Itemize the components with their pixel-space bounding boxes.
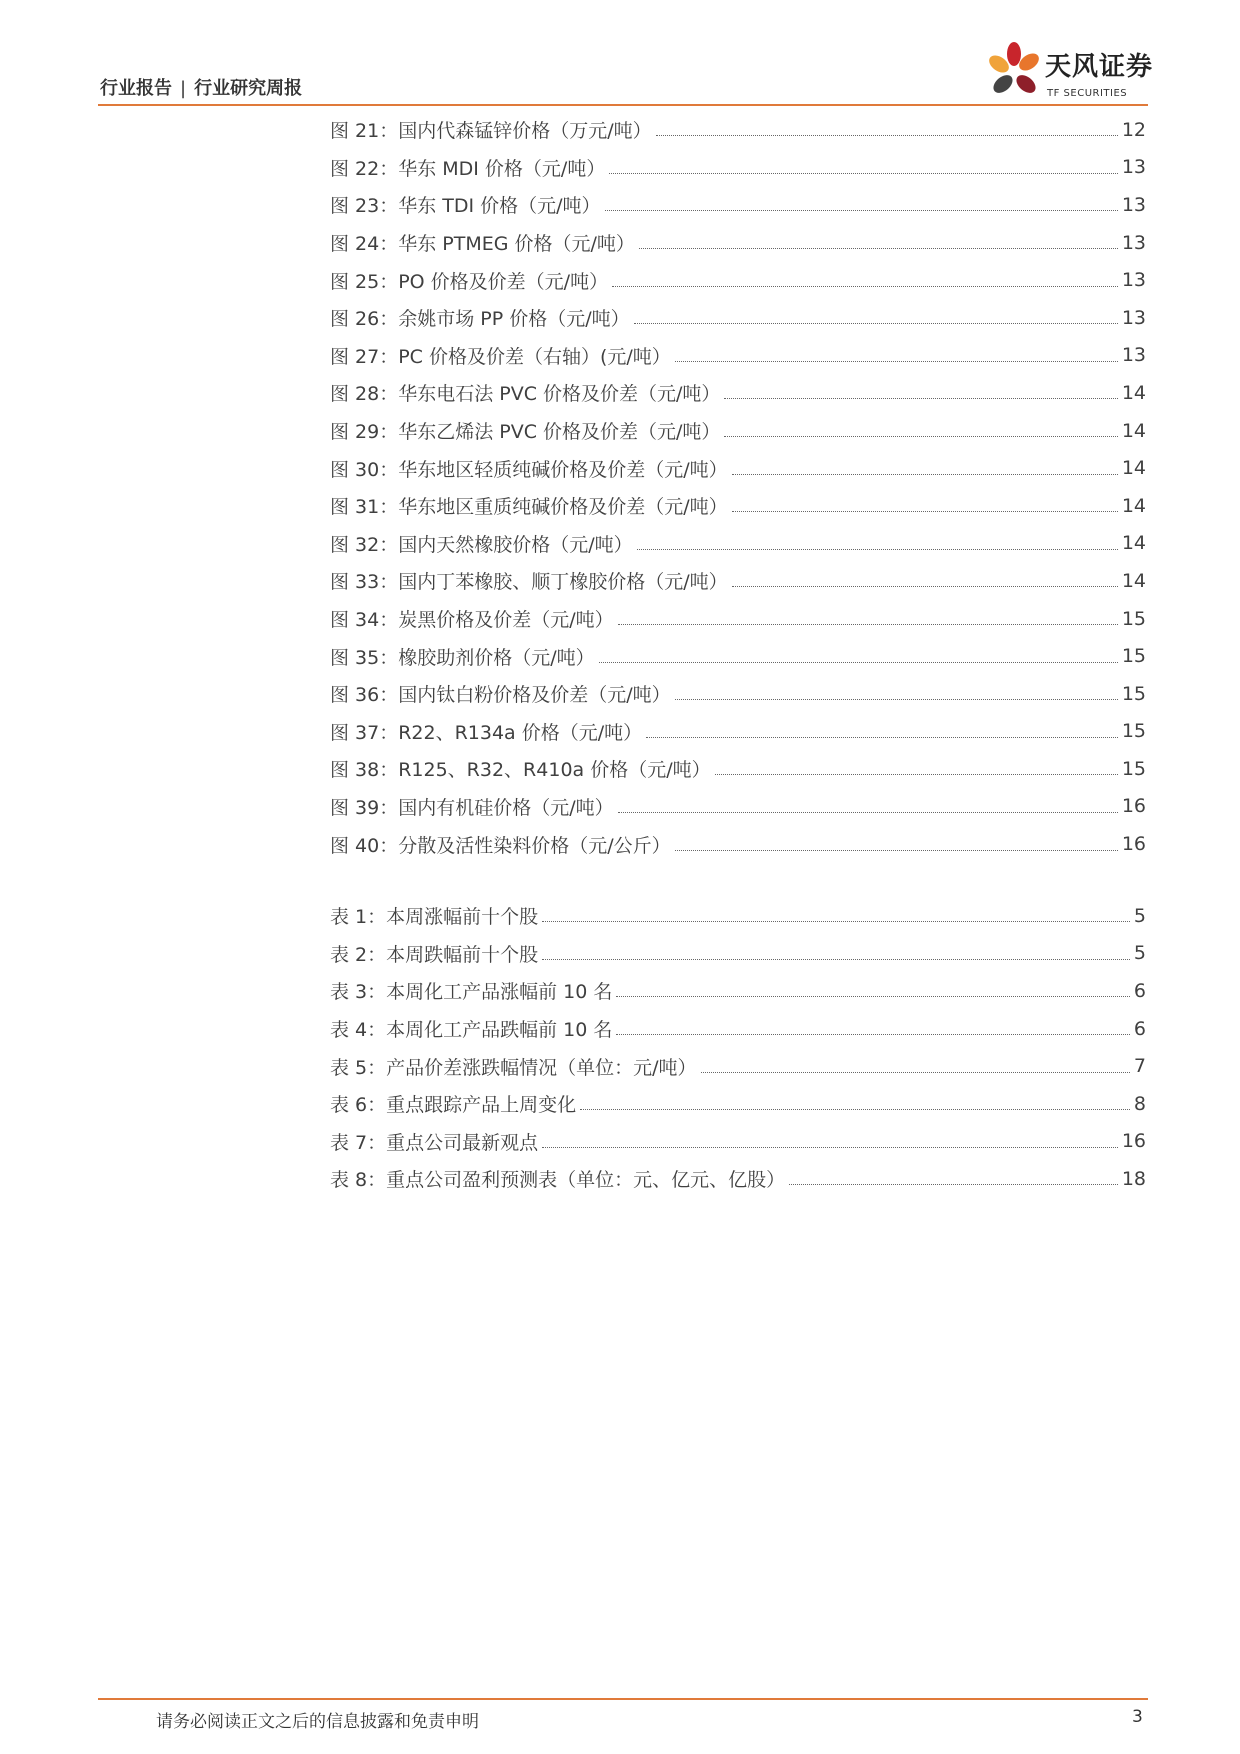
dot-leader bbox=[599, 662, 1118, 663]
footer-disclaimer: 请务必阅读正文之后的信息披露和免责申明 bbox=[156, 1712, 479, 1732]
toc-entry-label: 表 3：本周化工产品涨幅前 10 名 bbox=[330, 981, 613, 1004]
dot-leader bbox=[542, 959, 1130, 960]
dot-leader bbox=[616, 996, 1130, 997]
toc-entry-page: 7 bbox=[1133, 1055, 1146, 1078]
toc-entry-label: 图 33：国内丁苯橡胶、顺丁橡胶价格（元/吨） bbox=[330, 571, 728, 594]
table-toc-entry[interactable] bbox=[330, 897, 1146, 935]
toc-entry-page: 5 bbox=[1133, 904, 1146, 927]
dot-leader bbox=[724, 436, 1117, 437]
dot-leader bbox=[715, 774, 1118, 775]
toc-entry-page: 15 bbox=[1121, 607, 1146, 630]
toc-entry-page: 12 bbox=[1121, 118, 1146, 141]
dot-leader bbox=[609, 173, 1117, 174]
toc-entry-label: 表 6：重点跟踪产品上周变化 bbox=[330, 1094, 577, 1117]
figure-toc-entry[interactable] bbox=[330, 750, 1146, 788]
dot-leader bbox=[789, 1184, 1118, 1185]
figure-toc-entry[interactable] bbox=[330, 224, 1146, 262]
toc-entry-label: 图 27：PC 价格及价差（右轴）(元/吨） bbox=[330, 345, 671, 368]
dot-leader bbox=[637, 549, 1118, 550]
figure-toc-entry[interactable] bbox=[330, 374, 1146, 412]
dot-leader bbox=[675, 699, 1118, 700]
toc-entry-page: 16 bbox=[1121, 833, 1146, 856]
table-toc-entry[interactable] bbox=[330, 1085, 1146, 1123]
figure-toc-entry[interactable] bbox=[330, 337, 1146, 375]
dot-leader bbox=[701, 1072, 1130, 1073]
dot-leader bbox=[634, 323, 1118, 324]
toc-entry-label: 图 36：国内钛白粉价格及价差（元/吨） bbox=[330, 684, 671, 707]
toc-entry-label: 图 34：炭黑价格及价差（元/吨） bbox=[330, 609, 614, 632]
dot-leader bbox=[675, 850, 1118, 851]
toc-entry-page: 14 bbox=[1121, 457, 1146, 480]
page-number: 3 bbox=[1132, 1707, 1143, 1727]
figure-toc-entry[interactable] bbox=[330, 637, 1146, 675]
table-toc-entry[interactable] bbox=[330, 1123, 1146, 1161]
tf-securities-logo bbox=[985, 40, 1155, 110]
toc-entry-page: 16 bbox=[1121, 795, 1146, 818]
toc-entry-page: 15 bbox=[1121, 645, 1146, 668]
toc-entry-label: 图 37：R22、R134a 价格（元/吨） bbox=[330, 721, 643, 744]
toc-entry-label: 图 31：华东地区重质纯碱价格及价差（元/吨） bbox=[330, 496, 728, 519]
toc-entry-label: 图 28：华东电石法 PVC 价格及价差（元/吨） bbox=[330, 383, 721, 406]
figure-toc-entry[interactable] bbox=[330, 412, 1146, 450]
toc-entry-label: 图 25：PO 价格及价差（元/吨） bbox=[330, 270, 609, 293]
toc-entry-page: 14 bbox=[1121, 532, 1146, 555]
dot-leader bbox=[612, 286, 1118, 287]
toc-entry-page: 8 bbox=[1133, 1092, 1146, 1115]
dot-leader bbox=[732, 586, 1118, 587]
toc-entry-label: 表 7：重点公司最新观点 bbox=[330, 1131, 539, 1154]
toc-entry-label: 图 22：华东 MDI 价格（元/吨） bbox=[330, 157, 606, 180]
table-toc-entry[interactable] bbox=[330, 1010, 1146, 1048]
figure-toc-entry[interactable] bbox=[330, 562, 1146, 600]
toc-entry-label: 图 40：分散及活性染料价格（元/公斤） bbox=[330, 834, 671, 857]
toc-entry-label: 图 30：华东地区轻质纯碱价格及价差（元/吨） bbox=[330, 458, 728, 481]
toc-entry-label: 图 32：国内天然橡胶价格（元/吨） bbox=[330, 533, 633, 556]
toc-entry-label: 表 4：本周化工产品跌幅前 10 名 bbox=[330, 1019, 613, 1042]
dot-leader bbox=[616, 1034, 1130, 1035]
dot-leader bbox=[618, 624, 1118, 625]
toc-entry-label: 图 29：华东乙烯法 PVC 价格及价差（元/吨） bbox=[330, 421, 721, 444]
dot-leader bbox=[639, 248, 1118, 249]
table-toc-entry[interactable] bbox=[330, 972, 1146, 1010]
toc-entry-label: 图 38：R125、R32、R410a 价格（元/吨） bbox=[330, 759, 711, 782]
dot-leader bbox=[542, 1147, 1118, 1148]
flower-logo-icon bbox=[985, 40, 1043, 104]
toc-entry-label: 图 24：华东 PTMEG 价格（元/吨） bbox=[330, 233, 635, 256]
toc-entry-page: 6 bbox=[1133, 979, 1146, 1002]
figure-toc-entry[interactable] bbox=[330, 487, 1146, 525]
toc-entry-page: 14 bbox=[1121, 569, 1146, 592]
toc-entry-page: 15 bbox=[1121, 757, 1146, 780]
figure-list bbox=[330, 111, 1146, 863]
toc-entry-page: 13 bbox=[1121, 306, 1146, 329]
toc-entry-label: 表 8：重点公司盈利预测表（单位：元、亿元、亿股） bbox=[330, 1169, 786, 1192]
figure-toc-entry[interactable] bbox=[330, 149, 1146, 187]
toc-entry-label: 图 26：余姚市场 PP 价格（元/吨） bbox=[330, 308, 630, 331]
toc-entry-page: 14 bbox=[1121, 381, 1146, 404]
figure-toc-entry[interactable] bbox=[330, 788, 1146, 826]
header-separator: | bbox=[180, 78, 187, 99]
toc-entry-label: 图 21：国内代森锰锌价格（万元/吨） bbox=[330, 120, 652, 143]
dot-leader bbox=[605, 210, 1118, 211]
toc-entry-label: 图 35：橡胶助剂价格（元/吨） bbox=[330, 646, 595, 669]
table-toc-entry[interactable] bbox=[330, 1047, 1146, 1085]
figure-toc-entry[interactable] bbox=[330, 525, 1146, 563]
toc-entry-page: 15 bbox=[1121, 682, 1146, 705]
dot-leader bbox=[675, 361, 1118, 362]
dot-leader bbox=[580, 1109, 1130, 1110]
figure-toc-entry[interactable] bbox=[330, 261, 1146, 299]
figure-toc-entry[interactable] bbox=[330, 449, 1146, 487]
toc-entry-label: 表 1：本周涨幅前十个股 bbox=[330, 906, 539, 929]
toc-entry-page: 18 bbox=[1121, 1167, 1146, 1190]
toc-entry-page: 16 bbox=[1121, 1130, 1146, 1153]
table-toc-entry[interactable] bbox=[330, 1160, 1146, 1198]
toc-entry-page: 14 bbox=[1121, 494, 1146, 517]
figure-toc-entry[interactable] bbox=[330, 299, 1146, 337]
figure-toc-entry[interactable] bbox=[330, 675, 1146, 713]
dot-leader bbox=[618, 812, 1118, 813]
toc-entry-label: 表 2：本周跌幅前十个股 bbox=[330, 943, 539, 966]
header-divider bbox=[98, 104, 1148, 106]
dot-leader bbox=[656, 135, 1118, 136]
toc-entry-label: 图 23：华东 TDI 价格（元/吨） bbox=[330, 195, 601, 218]
toc-entry-page: 5 bbox=[1133, 942, 1146, 965]
figure-toc-entry[interactable] bbox=[330, 825, 1146, 863]
dot-leader bbox=[724, 398, 1117, 399]
toc-entry-page: 13 bbox=[1121, 344, 1146, 367]
toc-entry-page: 13 bbox=[1121, 156, 1146, 179]
report-category: 行业报告 bbox=[100, 78, 172, 99]
logo-name-cn: 天风证券 bbox=[1045, 52, 1154, 82]
figure-toc-entry[interactable] bbox=[330, 111, 1146, 149]
toc-entry-page: 13 bbox=[1121, 231, 1146, 254]
toc-entry-label: 图 39：国内有机硅价格（元/吨） bbox=[330, 796, 614, 819]
toc-entry-page: 13 bbox=[1121, 269, 1146, 292]
table-toc-entry[interactable] bbox=[330, 935, 1146, 973]
dot-leader bbox=[732, 474, 1118, 475]
report-header bbox=[100, 74, 302, 100]
dot-leader bbox=[732, 511, 1118, 512]
toc-entry-page: 13 bbox=[1121, 193, 1146, 216]
dot-leader bbox=[646, 737, 1118, 738]
figure-toc-entry[interactable] bbox=[330, 713, 1146, 751]
toc-entry-page: 14 bbox=[1121, 419, 1146, 442]
toc-entry-page: 15 bbox=[1121, 720, 1146, 743]
toc-entry-label: 表 5：产品价差涨跌幅情况（单位：元/吨） bbox=[330, 1056, 697, 1079]
toc-entry-page: 6 bbox=[1133, 1017, 1146, 1040]
footer-divider bbox=[98, 1698, 1148, 1700]
dot-leader bbox=[542, 921, 1130, 922]
figure-toc-entry[interactable] bbox=[330, 186, 1146, 224]
logo-name-en: TF SECURITIES bbox=[1047, 88, 1128, 99]
table-list bbox=[330, 897, 1146, 1198]
report-type: 行业研究周报 bbox=[194, 78, 303, 99]
figure-toc-entry[interactable] bbox=[330, 600, 1146, 638]
